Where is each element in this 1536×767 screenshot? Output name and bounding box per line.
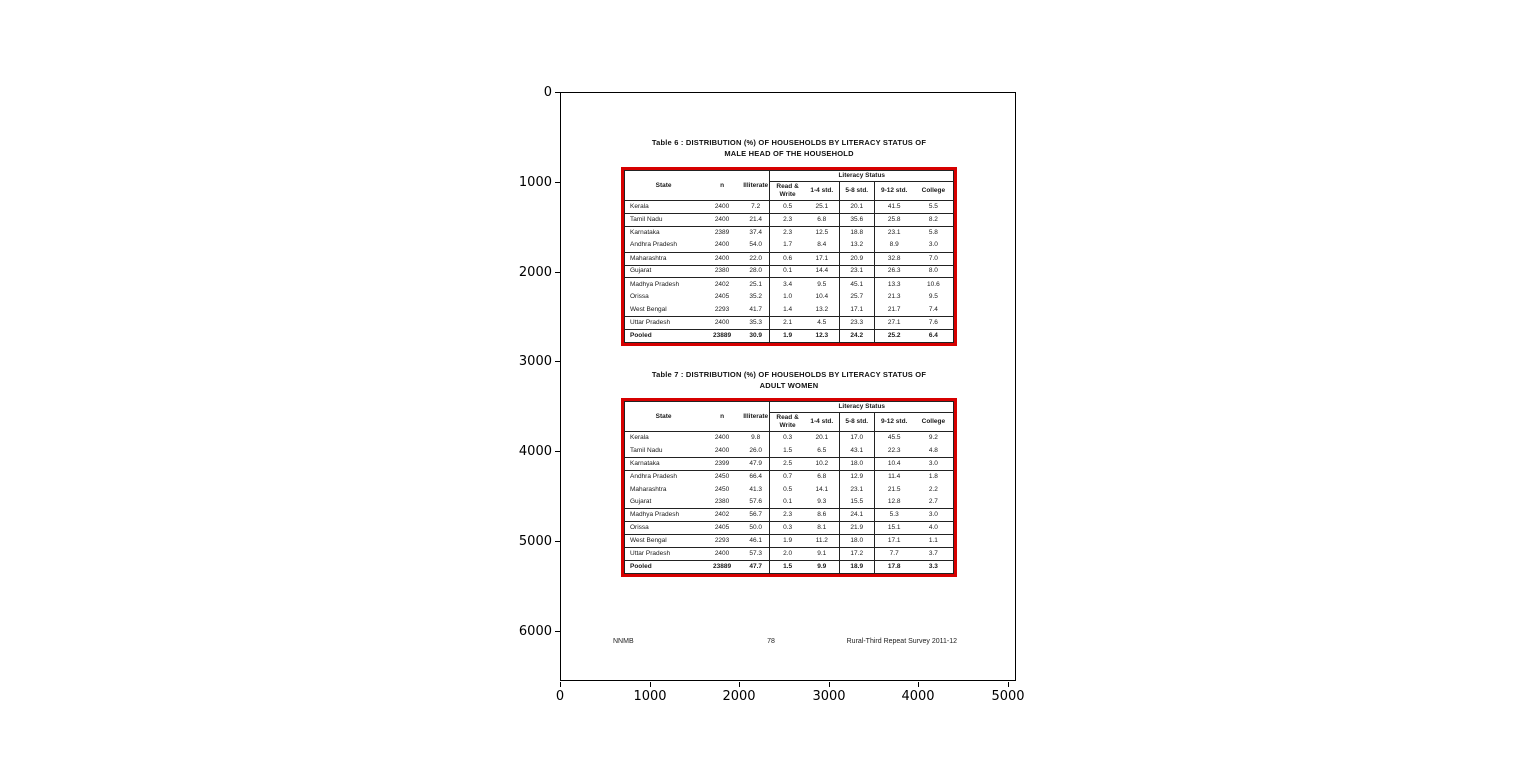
table-row [625, 535, 954, 548]
value-cell: 2.7 [928, 498, 938, 506]
value-cell: 23.1 [839, 483, 874, 496]
state-cell: Orissa [630, 293, 649, 301]
value-cell: 23.3 [839, 317, 874, 330]
value-cell: 23.1 [874, 226, 914, 239]
value-cell: 47.7 [749, 563, 763, 571]
col-header-1-4-std: 1-4 std. [810, 418, 834, 425]
value-cell: 21.9 [839, 522, 874, 535]
value-cell: 0.3 [770, 522, 805, 535]
col-header-9-12-std: 9-12 std. [874, 182, 914, 201]
table-row [625, 509, 954, 522]
value-cell: 21.4 [749, 215, 763, 223]
document-page [560, 92, 1016, 681]
value-cell: 50.0 [749, 524, 763, 532]
value-cell: 1.4 [770, 304, 805, 317]
value-cell: 20.1 [815, 434, 829, 442]
value-cell: 2405 [714, 524, 730, 532]
value-cell: 0.1 [770, 265, 805, 278]
col-header-n: n [720, 412, 725, 420]
value-cell: 7.2 [751, 202, 761, 210]
table-row [625, 548, 954, 561]
value-cell: 0.6 [770, 252, 805, 265]
state-cell: West Bengal [630, 537, 667, 545]
value-cell: 1.5 [770, 444, 805, 457]
value-cell: 35.3 [749, 319, 763, 327]
state-cell: Madhya Pradesh [630, 511, 680, 519]
col-header-9-12-std: 9-12 std. [874, 413, 914, 432]
value-cell: 46.1 [749, 537, 763, 545]
value-cell: 1.8 [928, 472, 938, 480]
value-cell: 1.1 [928, 537, 938, 545]
value-cell: 2293 [714, 305, 730, 313]
value-cell: 6.8 [817, 215, 827, 223]
x-tick-label: 2000 [722, 689, 756, 704]
value-cell: 35.6 [839, 213, 874, 226]
value-cell: 23889 [713, 332, 732, 340]
value-cell: 24.1 [839, 509, 874, 522]
value-cell: 37.4 [749, 229, 763, 237]
value-cell: 30.9 [749, 332, 763, 340]
col-header-n: n [720, 181, 725, 189]
state-cell: Pooled [630, 563, 652, 571]
value-cell: 0.5 [770, 201, 805, 214]
value-cell: 9.3 [817, 498, 827, 506]
state-cell: Andhra Pradesh [630, 241, 677, 249]
table7 [624, 401, 954, 574]
value-cell: 2450 [714, 472, 730, 480]
value-cell: 21.7 [874, 304, 914, 317]
state-cell: West Bengal [630, 305, 667, 313]
value-cell: 12.9 [839, 470, 874, 483]
y-tick-label: 6000 [518, 624, 552, 639]
value-cell: 0.3 [770, 432, 805, 445]
y-tick-label: 1000 [518, 175, 552, 190]
value-cell: 17.1 [874, 535, 914, 548]
x-tick-mark [739, 682, 740, 687]
value-cell: 25.1 [749, 280, 763, 288]
col-header-read-write: Read & Write [770, 413, 805, 432]
col-header-1-4-std: 1-4 std. [810, 187, 834, 194]
y-tick-label: 3000 [518, 354, 552, 369]
col-header-5-8-std: 5-8 std. [839, 182, 874, 201]
value-cell: 2400 [714, 254, 730, 262]
value-cell: 56.7 [749, 511, 763, 519]
value-cell: 23889 [713, 563, 732, 571]
value-cell: 7.0 [928, 254, 938, 262]
value-cell: 66.4 [749, 472, 763, 480]
value-cell: 47.9 [749, 459, 763, 467]
value-cell: 8.6 [817, 511, 827, 519]
value-cell: 11.2 [815, 537, 828, 545]
y-tick-label: 5000 [518, 534, 552, 549]
value-cell: 2450 [714, 485, 730, 493]
value-cell: 9.1 [817, 550, 827, 558]
value-cell: 21.3 [874, 291, 914, 304]
value-cell: 2400 [714, 319, 730, 327]
table6-annotation-box [621, 167, 957, 346]
value-cell: 2380 [714, 498, 730, 506]
x-tick-label: 0 [555, 689, 565, 704]
state-cell: Maharashtra [630, 254, 667, 262]
value-cell: 18.8 [839, 226, 874, 239]
value-cell: 41.3 [749, 485, 763, 493]
col-header-illiterate: Illiterate [743, 181, 769, 189]
value-cell: 25.2 [874, 330, 914, 343]
y-tick-label: 0 [543, 85, 552, 100]
value-cell: 17.1 [815, 254, 829, 262]
value-cell: 2293 [714, 537, 730, 545]
value-cell: 12.3 [815, 332, 829, 340]
value-cell: 27.1 [874, 317, 914, 330]
table-row [625, 239, 954, 252]
value-cell: 7.4 [928, 305, 938, 313]
value-cell: 11.4 [874, 470, 914, 483]
value-cell: 54.0 [749, 241, 763, 249]
value-cell: 23.1 [839, 265, 874, 278]
state-cell: Karnataka [630, 229, 660, 237]
value-cell: 3.0 [928, 511, 938, 519]
value-cell: 1.9 [770, 330, 805, 343]
value-cell: 8.9 [874, 239, 914, 252]
value-cell: 17.1 [839, 304, 874, 317]
value-cell: 45.5 [874, 432, 914, 445]
state-cell: Andhra Pradesh [630, 472, 677, 480]
value-cell: 9.5 [817, 280, 827, 288]
state-cell: Kerala [630, 434, 649, 442]
state-cell: Maharashtra [630, 485, 667, 493]
group-header-literacy-status: Literacy Status [770, 402, 954, 413]
value-cell: 41.5 [874, 201, 914, 214]
value-cell: 1.5 [770, 561, 805, 574]
value-cell: 3.4 [770, 278, 805, 291]
value-cell: 1.0 [770, 291, 805, 304]
value-cell: 1.9 [770, 535, 805, 548]
table6 [624, 170, 954, 343]
value-cell: 12.8 [874, 496, 914, 509]
value-cell: 2389 [714, 229, 730, 237]
table7-title [621, 369, 957, 391]
value-cell: 8.4 [817, 241, 827, 249]
table-row [625, 561, 954, 574]
value-cell: 4.5 [817, 319, 827, 327]
table6-title-line1: Table 6 : DISTRIBUTION (%) OF HOUSEHOLDS BY LITERACY STATUS OF [651, 138, 927, 147]
x-tick-label: 1000 [633, 689, 667, 704]
value-cell: 5.8 [928, 229, 938, 237]
value-cell: 2.3 [770, 509, 805, 522]
table-row [625, 201, 954, 214]
value-cell: 0.1 [770, 496, 805, 509]
value-cell: 6.4 [928, 332, 938, 340]
value-cell: 26.3 [874, 265, 914, 278]
value-cell: 17.8 [874, 561, 914, 574]
x-tick-mark [829, 682, 830, 687]
value-cell: 9.8 [751, 434, 761, 442]
value-cell: 15.5 [839, 496, 874, 509]
value-cell: 18.0 [839, 535, 874, 548]
state-cell: Tamil Nadu [630, 215, 663, 223]
value-cell: 6.8 [817, 472, 827, 480]
value-cell: 0.5 [770, 483, 805, 496]
value-cell: 25.7 [839, 291, 874, 304]
x-tick-label: 3000 [812, 689, 846, 704]
value-cell: 2.5 [770, 457, 805, 470]
value-cell: 2402 [714, 511, 730, 519]
value-cell: 18.0 [839, 457, 874, 470]
value-cell: 13.2 [839, 239, 874, 252]
value-cell: 2399 [714, 459, 730, 467]
x-tick-mark [918, 682, 919, 687]
value-cell: 7.6 [928, 319, 938, 327]
value-cell: 2400 [714, 434, 730, 442]
state-cell: Karnataka [630, 459, 660, 467]
value-cell: 25.8 [874, 213, 914, 226]
value-cell: 8.2 [928, 215, 938, 223]
value-cell: 13.3 [874, 278, 914, 291]
table-row [625, 470, 954, 483]
value-cell: 21.5 [874, 483, 914, 496]
value-cell: 10.6 [927, 280, 940, 288]
value-cell: 20.1 [839, 201, 874, 214]
value-cell: 2400 [714, 241, 730, 249]
value-cell: 6.5 [817, 446, 827, 454]
value-cell: 3.0 [928, 241, 938, 249]
footer-org: NNMB [613, 638, 634, 645]
value-cell: 41.7 [749, 305, 763, 313]
table6-title [621, 137, 957, 159]
table-row [625, 252, 954, 265]
value-cell: 2400 [714, 550, 730, 558]
col-header-read-write: Read & Write [770, 182, 805, 201]
x-tick-mark [1008, 682, 1009, 687]
value-cell: 2.1 [770, 317, 805, 330]
value-cell: 3.0 [928, 459, 938, 467]
value-cell: 2.2 [928, 485, 938, 493]
value-cell: 8.0 [928, 267, 938, 275]
value-cell: 57.6 [749, 498, 763, 506]
value-cell: 9.5 [928, 293, 938, 301]
value-cell: 17.2 [839, 548, 874, 561]
table7-title-line1: Table 7 : DISTRIBUTION (%) OF HOUSEHOLDS BY LITERACY STATUS OF [651, 370, 927, 379]
x-tick-label: 5000 [991, 689, 1025, 704]
x-tick-mark [560, 682, 561, 687]
x-tick-label: 4000 [901, 689, 935, 704]
value-cell: 9.2 [928, 434, 938, 442]
value-cell: 9.9 [817, 563, 827, 571]
table-row [625, 317, 954, 330]
table-row [625, 330, 954, 343]
x-tick-mark [650, 682, 651, 687]
value-cell: 35.2 [749, 293, 763, 301]
state-cell: Kerala [630, 202, 649, 210]
table7-annotation-box [621, 398, 957, 577]
value-cell: 1.7 [770, 239, 805, 252]
value-cell: 3.7 [928, 550, 938, 558]
value-cell: 5.3 [874, 509, 914, 522]
value-cell: 3.3 [928, 563, 938, 571]
col-header-state: State [655, 412, 672, 420]
value-cell: 57.3 [749, 550, 763, 558]
footer-page-number: 78 [767, 638, 775, 645]
col-header-illiterate: Illiterate [743, 412, 769, 420]
table-row [625, 432, 954, 445]
value-cell: 22.3 [874, 444, 914, 457]
value-cell: 4.8 [928, 446, 938, 454]
state-cell: Tamil Nadu [630, 446, 663, 454]
value-cell: 2400 [714, 215, 730, 223]
value-cell: 2.0 [770, 548, 805, 561]
table-row [625, 483, 954, 496]
value-cell: 4.0 [928, 524, 938, 532]
value-cell: 14.4 [815, 267, 829, 275]
table6-title-line2: MALE HEAD OF THE HOUSEHOLD [724, 149, 854, 158]
table-row [625, 496, 954, 509]
table7-title-line2: ADULT WOMEN [759, 381, 819, 390]
table-row [625, 457, 954, 470]
value-cell: 17.0 [839, 432, 874, 445]
state-cell: Madhya Pradesh [630, 280, 680, 288]
table-row [625, 278, 954, 291]
value-cell: 22.0 [749, 254, 763, 262]
value-cell: 43.1 [839, 444, 874, 457]
table-row [625, 265, 954, 278]
state-cell: Orissa [630, 524, 649, 532]
value-cell: 20.9 [839, 252, 874, 265]
value-cell: 7.7 [874, 548, 914, 561]
value-cell: 12.5 [815, 229, 829, 237]
state-cell: Gujarat [630, 267, 652, 275]
value-cell: 45.1 [839, 278, 874, 291]
value-cell: 14.1 [815, 485, 829, 493]
group-header-literacy-status: Literacy Status [770, 171, 954, 182]
table-row [625, 291, 954, 304]
value-cell: 15.1 [874, 522, 914, 535]
state-cell: Uttar Pradesh [630, 550, 671, 558]
table-row [625, 444, 954, 457]
table-row [625, 213, 954, 226]
y-tick-label: 2000 [518, 265, 552, 280]
value-cell: 2405 [714, 293, 730, 301]
value-cell: 10.2 [815, 459, 829, 467]
table-row [625, 304, 954, 317]
value-cell: 28.0 [749, 267, 763, 275]
col-header-5-8-std: 5-8 std. [839, 413, 874, 432]
state-cell: Pooled [630, 332, 652, 340]
table-row [625, 522, 954, 535]
value-cell: 10.4 [874, 457, 914, 470]
value-cell: 26.0 [749, 446, 763, 454]
col-header-college: College [921, 418, 946, 425]
value-cell: 2402 [714, 280, 730, 288]
y-tick-label: 4000 [518, 444, 552, 459]
value-cell: 2400 [714, 202, 730, 210]
table-row [625, 226, 954, 239]
value-cell: 25.1 [815, 202, 829, 210]
footer-survey-name: Rural-Third Repeat Survey 2011-12 [846, 638, 957, 645]
value-cell: 13.2 [815, 305, 829, 313]
value-cell: 5.5 [928, 202, 938, 210]
state-cell: Gujarat [630, 498, 652, 506]
value-cell: 2380 [714, 267, 730, 275]
value-cell: 2400 [714, 446, 730, 454]
value-cell: 18.9 [839, 561, 874, 574]
value-cell: 2.3 [770, 213, 805, 226]
value-cell: 2.3 [770, 226, 805, 239]
value-cell: 32.8 [874, 252, 914, 265]
value-cell: 0.7 [770, 470, 805, 483]
col-header-college: College [921, 187, 946, 194]
state-cell: Uttar Pradesh [630, 319, 671, 327]
value-cell: 24.2 [839, 330, 874, 343]
value-cell: 8.1 [817, 524, 827, 532]
value-cell: 10.4 [815, 293, 829, 301]
col-header-state: State [655, 181, 672, 189]
